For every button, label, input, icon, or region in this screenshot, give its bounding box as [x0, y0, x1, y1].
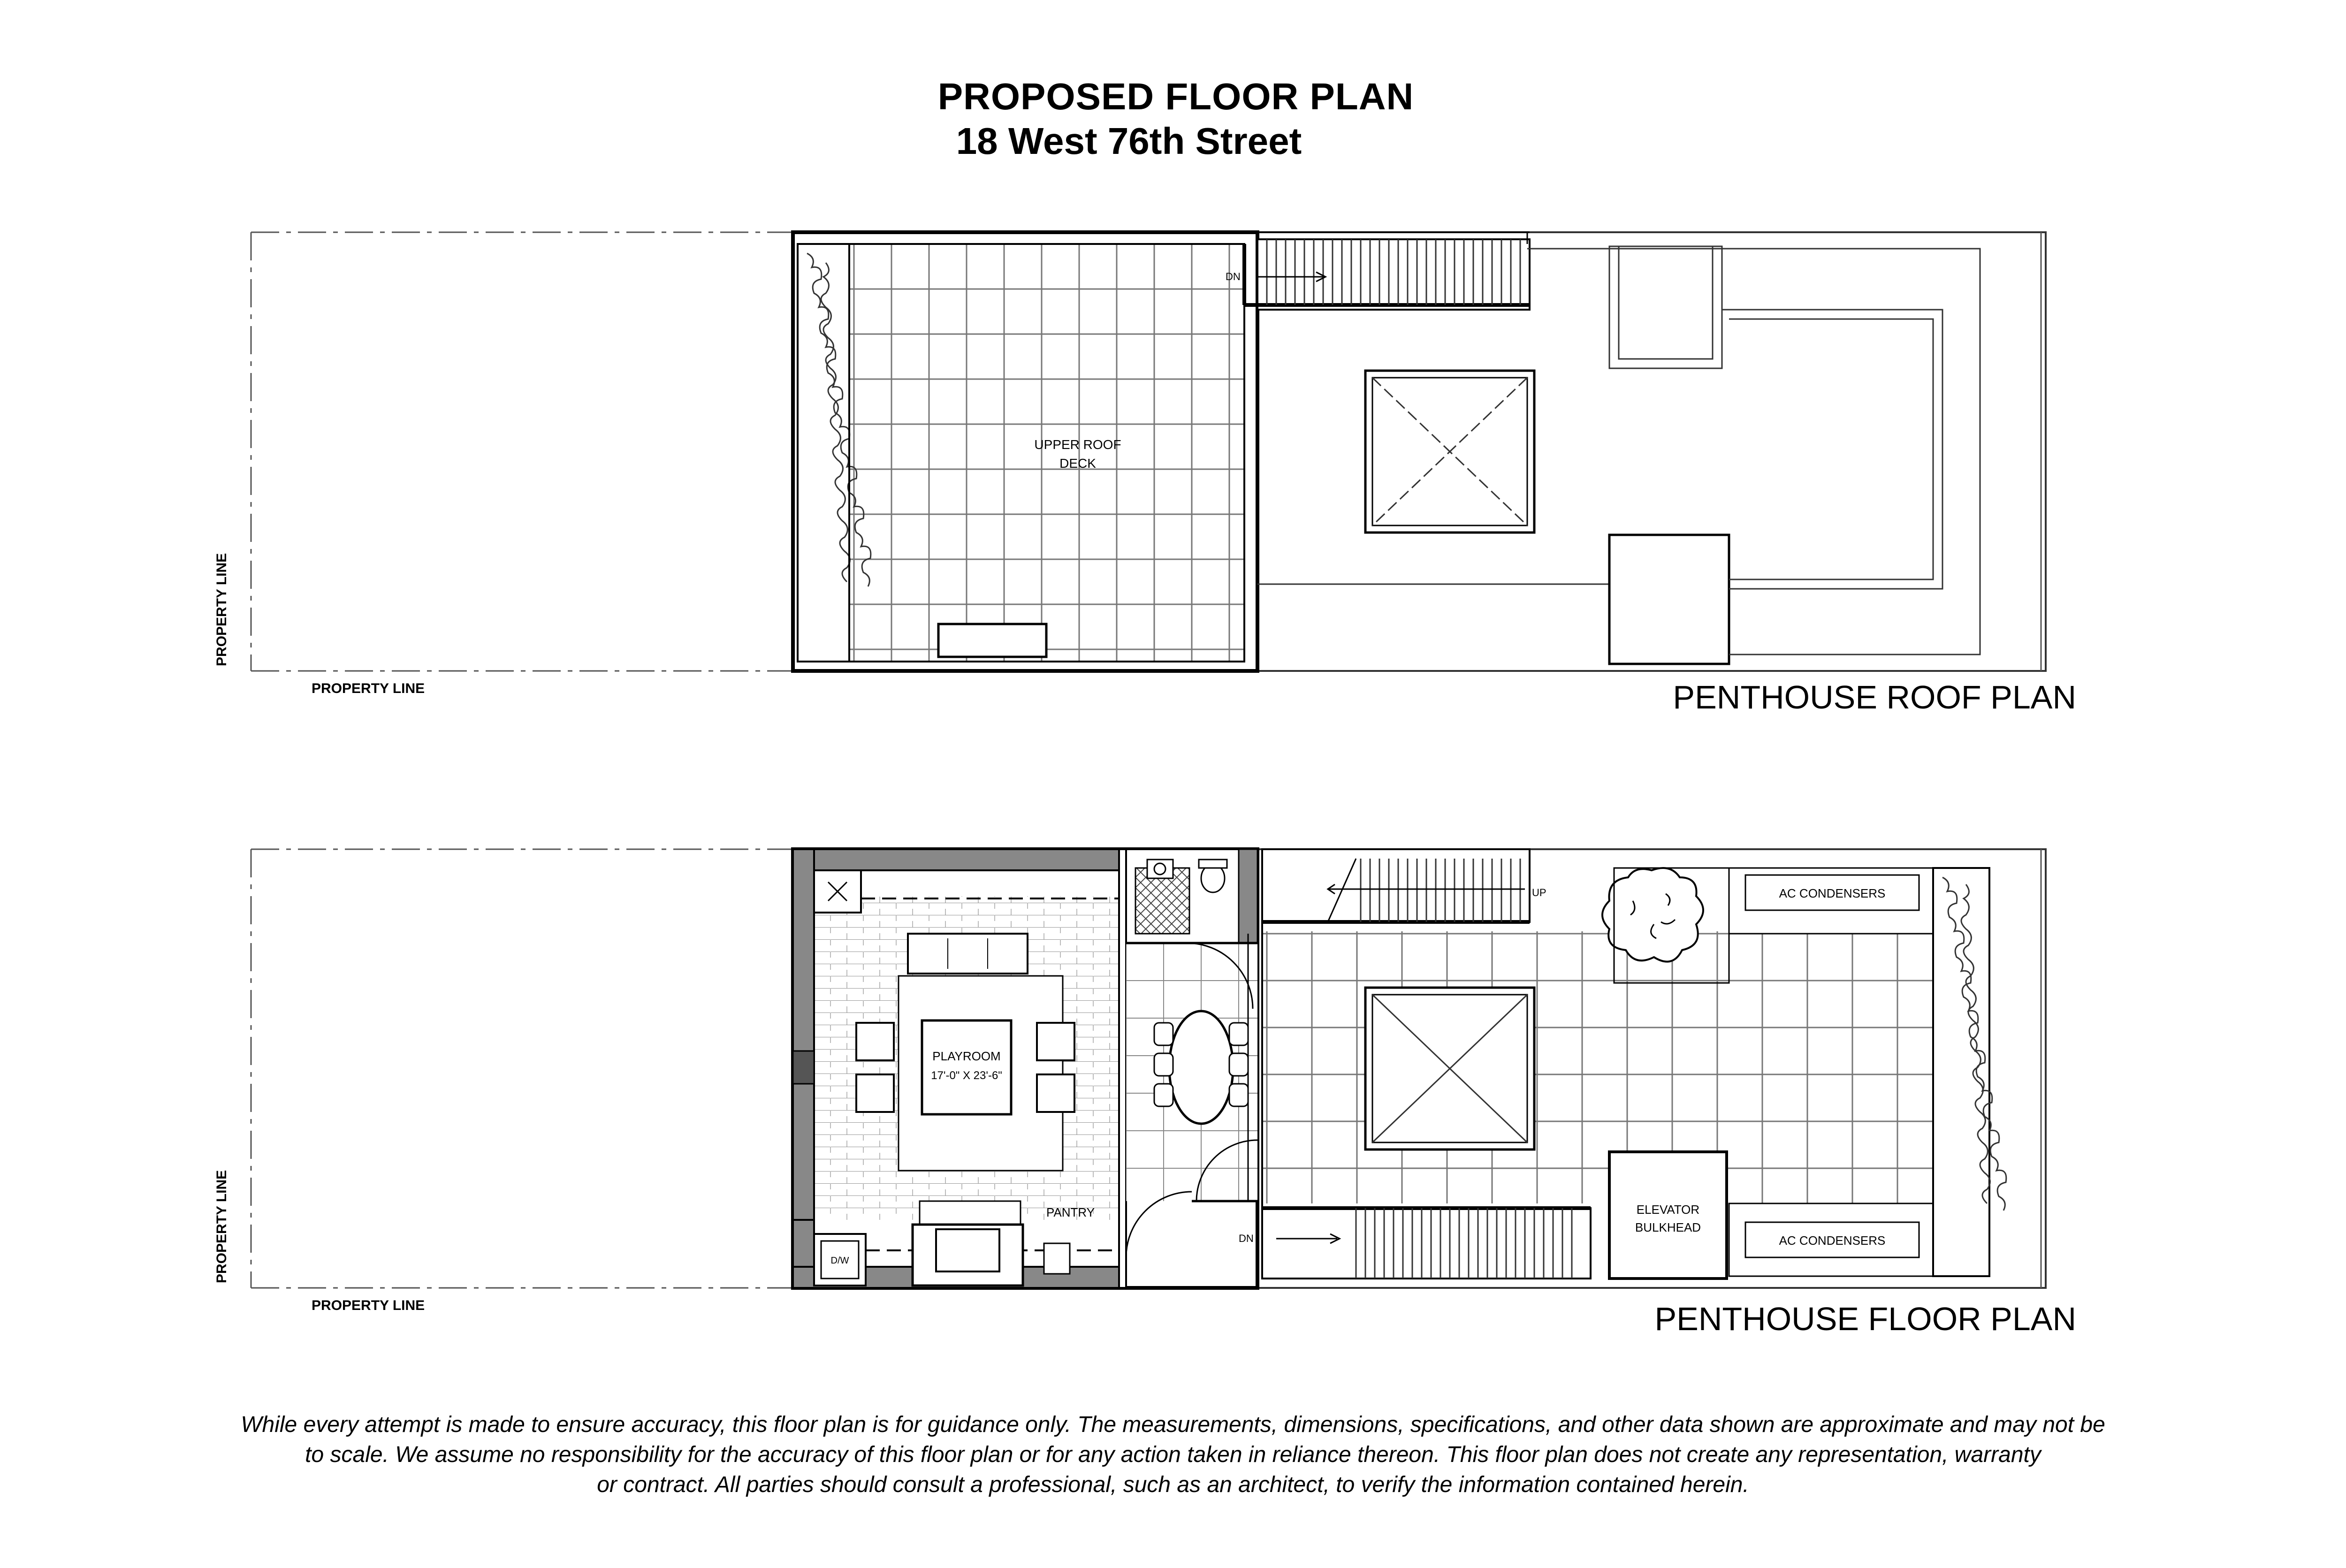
floor-stair-dn	[1262, 1208, 1591, 1279]
roof-plan-caption: PENTHOUSE ROOF PLAN	[1673, 679, 2076, 715]
dining-table	[1169, 1011, 1233, 1124]
playroom-name: PLAYROOM	[932, 1049, 1001, 1063]
sofa	[908, 934, 1028, 974]
roof-deck-label-1: UPPER ROOF	[1034, 437, 1121, 452]
floor-property-line-horizontal-label: PROPERTY LINE	[312, 1298, 425, 1313]
floor-planter	[1933, 868, 1989, 1276]
penthouse-floor-plan	[214, 849, 2076, 1337]
elevator-label-2: BULKHEAD	[1635, 1220, 1701, 1234]
disclaimer-line-3: or contract. All parties should consult a professional, such as an architect, to verify the information contained herein.	[597, 1472, 1749, 1497]
roof-stair	[1257, 232, 1530, 310]
roof-stair-dn-label: DN	[1226, 271, 1241, 282]
roof-plan	[214, 232, 2076, 715]
terrace-floor	[1262, 931, 1933, 1203]
elevator-label-1: ELEVATOR	[1636, 1203, 1700, 1217]
plan-address: 18 West 76th Street	[956, 120, 1302, 162]
disclaimer	[178, 1410, 2168, 1500]
plan-title: PROPOSED FLOOR PLAN	[937, 76, 1414, 117]
dw-label: D/W	[830, 1256, 849, 1266]
floor-plan-caption: PENTHOUSE FLOOR PLAN	[1654, 1301, 2076, 1337]
floor-property-line-vertical-label: PROPERTY LINE	[214, 1170, 229, 1283]
roof-bench	[938, 624, 1046, 657]
playroom-size: 17'-0" X 23'-6"	[931, 1069, 1002, 1082]
floor-stair-up	[1262, 849, 1530, 922]
roof-property-line-vertical-label: PROPERTY LINE	[214, 553, 229, 666]
disclaimer-line-2: to scale. We assume no responsibility for the accuracy of this floor plan or for any action taken in reliance thereon. This floor plan does not create any representation, warranty	[305, 1442, 2041, 1467]
chair	[856, 1023, 894, 1060]
roof-property-line-horizontal-label: PROPERTY LINE	[312, 681, 425, 696]
stair-up-label: UP	[1532, 887, 1546, 898]
chair	[1037, 1074, 1074, 1112]
pantry-label: PANTRY	[1046, 1205, 1095, 1219]
stair-dn-label: DN	[1239, 1233, 1254, 1244]
roof-bulkhead-cap	[1609, 535, 1729, 664]
ac-bottom-label: AC CONDENSERS	[1779, 1233, 1886, 1248]
tree	[1602, 868, 1703, 962]
chair	[856, 1074, 894, 1112]
ac-top-label: AC CONDENSERS	[1779, 886, 1886, 900]
chair	[1037, 1023, 1074, 1060]
playroom-table	[922, 1020, 1011, 1114]
roof-deck-label-2: DECK	[1059, 456, 1096, 471]
disclaimer-line-1: While every attempt is made to ensure accuracy, this floor plan is for guidance only. The measurements, dimensions, specifications, and other data shown are approximate and may not be	[241, 1412, 2105, 1437]
